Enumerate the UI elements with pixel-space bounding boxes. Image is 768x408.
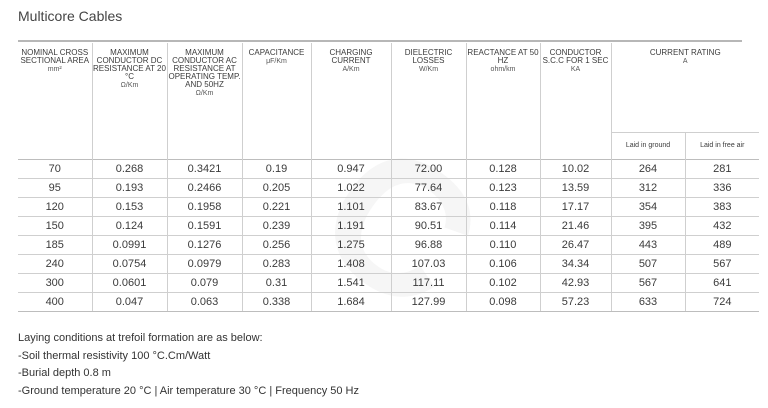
table-cell: 0.1958 <box>167 197 242 216</box>
table-cell: 72.00 <box>391 159 466 178</box>
col-header-unit: KA <box>570 66 581 73</box>
col-header-label: NOMINAL CROSS SECTIONAL AREA <box>20 48 90 65</box>
col-header-scc <box>540 43 611 159</box>
table-cell: 0.102 <box>466 273 540 292</box>
page-title: Multicore Cables <box>18 8 123 24</box>
table-cell: 120 <box>18 197 92 216</box>
table-cell: 0.153 <box>92 197 167 216</box>
header-rule <box>18 40 742 42</box>
table-cell: 34.34 <box>540 254 611 273</box>
notes-heading: Laying conditions at trefoil formation are as below: <box>18 332 263 344</box>
table-cell: 1.541 <box>311 273 391 292</box>
table-cell: 0.193 <box>92 178 167 197</box>
table-cell: 724 <box>685 292 759 311</box>
table-cell: 0.106 <box>466 254 540 273</box>
col-header-ac-resistance <box>167 43 242 159</box>
col-header-current-rating <box>611 43 759 132</box>
table-cell: 0.239 <box>242 216 311 235</box>
col-header-capacitance <box>242 43 311 159</box>
table-cell: 432 <box>685 216 759 235</box>
table-cell: 1.684 <box>311 292 391 311</box>
table-cell: 185 <box>18 235 92 254</box>
table-cell: 10.02 <box>540 159 611 178</box>
table-cell: 21.46 <box>540 216 611 235</box>
table-cell: 0.1591 <box>167 216 242 235</box>
table-cell: 0.123 <box>466 178 540 197</box>
table-cell: 641 <box>685 273 759 292</box>
subheader-laid-in-ground: Laid in ground <box>611 132 685 159</box>
col-header-label: CONDUCTOR S.C.C FOR 1 SEC <box>542 48 609 65</box>
table-cell: 383 <box>685 197 759 216</box>
table-cell: 0.338 <box>242 292 311 311</box>
table-cell: 107.03 <box>391 254 466 273</box>
table-cell: 0.098 <box>466 292 540 311</box>
col-header-unit: mm² <box>47 66 62 73</box>
table-row <box>18 235 759 254</box>
table-cell: 0.268 <box>92 159 167 178</box>
table-row <box>18 292 759 311</box>
table-cell: 42.93 <box>540 273 611 292</box>
table-cell: 127.99 <box>391 292 466 311</box>
subheader-laid-in-free-air: Laid in free air <box>685 132 759 159</box>
col-header-unit: W/Km <box>418 66 439 73</box>
col-header-reactance <box>466 43 540 159</box>
col-header-label: CHARGING CURRENT <box>329 48 373 65</box>
table-row <box>18 273 759 292</box>
table-cell: 400 <box>18 292 92 311</box>
table-cell: 0.947 <box>311 159 391 178</box>
col-header-dielectric-losses <box>391 43 466 159</box>
col-header-label: MAXIMUM CONDUCTOR AC RESISTANCE AT OPERATING TEMP. AND 50HZ <box>168 48 241 89</box>
table-cell: 0.114 <box>466 216 540 235</box>
table-cell: 0.124 <box>92 216 167 235</box>
table-cell: 336 <box>685 178 759 197</box>
table-cell: 1.191 <box>311 216 391 235</box>
col-header-label: REACTANCE AT 50 HZ <box>467 48 539 65</box>
table-cell: 70 <box>18 159 92 178</box>
table-body <box>18 159 759 311</box>
table-cell: 443 <box>611 235 685 254</box>
table-cell: 240 <box>18 254 92 273</box>
table-cell: 1.022 <box>311 178 391 197</box>
table-cell: 1.408 <box>311 254 391 273</box>
table-row <box>18 254 759 273</box>
table-cell: 0.0979 <box>167 254 242 273</box>
note-line: -Burial depth 0.8 m <box>18 367 111 379</box>
table-row <box>18 216 759 235</box>
laying-conditions-notes <box>18 330 359 400</box>
col-header-dc-resistance <box>92 43 167 159</box>
table-cell: 0.128 <box>466 159 540 178</box>
col-header-label: MAXIMUM CONDUCTOR DC RESISTANCE AT 20 °C <box>93 48 166 81</box>
table-cell: 0.256 <box>242 235 311 254</box>
table-cell: 95 <box>18 178 92 197</box>
table-cell: 0.19 <box>242 159 311 178</box>
table-cell: 489 <box>685 235 759 254</box>
col-header-unit: A/Km <box>342 66 360 73</box>
table-cell: 150 <box>18 216 92 235</box>
cable-spec-table <box>18 43 759 312</box>
table-cell: 0.1276 <box>167 235 242 254</box>
table-cell: 507 <box>611 254 685 273</box>
table-cell: 0.0754 <box>92 254 167 273</box>
col-header-unit: Ω/Km <box>120 82 139 89</box>
table-cell: 117.11 <box>391 273 466 292</box>
table-cell: 96.88 <box>391 235 466 254</box>
col-header-unit: A <box>682 58 688 65</box>
table-cell: 633 <box>611 292 685 311</box>
table-cell: 77.64 <box>391 178 466 197</box>
col-header-unit: ohm/km <box>490 66 516 73</box>
table-cell: 567 <box>611 273 685 292</box>
table-cell: 13.59 <box>540 178 611 197</box>
table-cell: 1.101 <box>311 197 391 216</box>
col-header-charging-current <box>311 43 391 159</box>
table-cell: 281 <box>685 159 759 178</box>
table-cell: 83.67 <box>391 197 466 216</box>
table-cell: 395 <box>611 216 685 235</box>
note-line: -Soil thermal resistivity 100 °C.Cm/Watt <box>18 349 211 362</box>
table-cell: 0.118 <box>466 197 540 216</box>
table-cell: 90.51 <box>391 216 466 235</box>
table-cell: 0.283 <box>242 254 311 273</box>
table-cell: 26.47 <box>540 235 611 254</box>
col-header-label: CAPACITANCE <box>248 48 305 57</box>
table-cell: 567 <box>685 254 759 273</box>
table-row <box>18 159 759 178</box>
table-cell: 0.110 <box>466 235 540 254</box>
col-header-label: DIELECTRIC LOSSES <box>404 48 453 65</box>
table-cell: 0.0601 <box>92 273 167 292</box>
table-cell: 0.079 <box>167 273 242 292</box>
note-line: -Ground temperature 20 °C | Air temperature 30 °C | Frequency 50 Hz <box>18 384 359 397</box>
table-cell: 17.17 <box>540 197 611 216</box>
table-row <box>18 178 759 197</box>
table-cell: 1.275 <box>311 235 391 254</box>
table-row <box>18 197 759 216</box>
table-cell: 0.0991 <box>92 235 167 254</box>
table-cell: 0.047 <box>92 292 167 311</box>
table-cell: 264 <box>611 159 685 178</box>
table-cell: 0.2466 <box>167 178 242 197</box>
table-cell: 0.221 <box>242 197 311 216</box>
table-cell: 0.31 <box>242 273 311 292</box>
table-cell: 0.3421 <box>167 159 242 178</box>
table-cell: 354 <box>611 197 685 216</box>
table-cell: 300 <box>18 273 92 292</box>
table-cell: 312 <box>611 178 685 197</box>
col-header-label: CURRENT RATING <box>649 48 721 57</box>
table-cell: 0.063 <box>167 292 242 311</box>
table-cell: 57.23 <box>540 292 611 311</box>
col-header-area <box>18 43 92 159</box>
table-cell: 0.205 <box>242 178 311 197</box>
col-header-unit: Ω/Km <box>195 90 214 97</box>
col-header-unit: μF/Km <box>266 58 287 65</box>
